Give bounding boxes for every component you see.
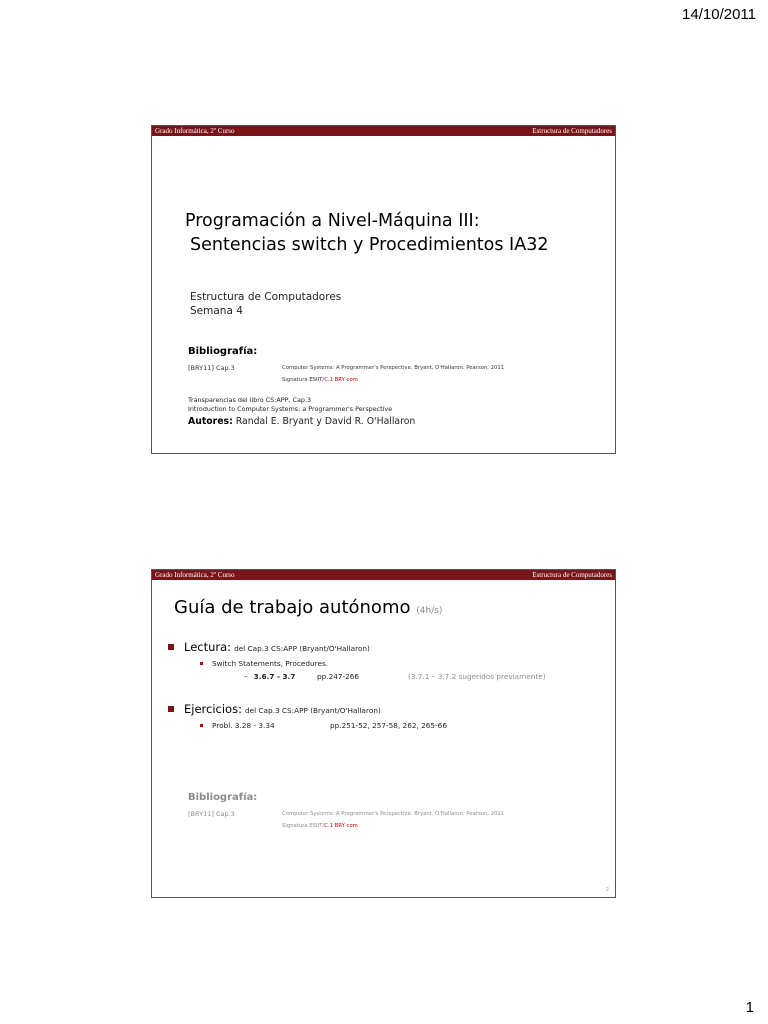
title-line-1: Programación a Nivel-Máquina III: bbox=[185, 211, 480, 231]
slide-2 bbox=[151, 569, 616, 898]
small-square-bullet-icon bbox=[200, 662, 203, 665]
subtitle-line-2: Semana 4 bbox=[190, 305, 243, 317]
signature-code: C.1 BRY com bbox=[324, 823, 358, 829]
sub-bullet-text: Switch Statements, Procedures. bbox=[212, 659, 329, 668]
header-subject: Estructura de Computadores bbox=[532, 127, 612, 135]
bibliography-description: Computer Systems: A Programmer's Perspective. Bryant, O'Hallaron. Pearson, 2011 bbox=[282, 365, 505, 371]
bibliography-description: Computer Systems: A Programmer's Perspective. Bryant, O'Hallaron. Pearson, 2011 bbox=[282, 811, 505, 817]
slide-header bbox=[152, 126, 615, 136]
square-bullet-icon bbox=[168, 644, 174, 650]
sub-bullet-lectura bbox=[200, 659, 328, 668]
bullet-ejercicios bbox=[168, 702, 381, 716]
small-square-bullet-icon bbox=[200, 724, 203, 727]
header-course: Grado Informática, 2º Curso bbox=[155, 571, 235, 579]
signature-prefix: Signatura ESIIT/ bbox=[282, 823, 325, 829]
bullet-label: Lectura: bbox=[184, 640, 232, 654]
page-range: pp.247-266 bbox=[317, 672, 360, 681]
slide-header bbox=[152, 570, 615, 580]
signature-prefix: Signatura ESIIT/ bbox=[282, 377, 325, 383]
header-course: Grado Informática, 2º Curso bbox=[155, 127, 235, 135]
credits-line-1: Transparencias del libro CS:APP, Cap.3 bbox=[188, 396, 312, 404]
slide-number: 2 bbox=[605, 887, 609, 893]
section-range: 3.6.7 - 3.7 bbox=[253, 672, 296, 681]
sub-bullet-text: Probl. 3.28 - 3.34 bbox=[212, 721, 275, 730]
dash-glyph: – bbox=[244, 672, 248, 681]
credits-line-2: Introduction to Computer Systems: a Programmer's Perspective bbox=[188, 405, 393, 413]
bibliography-signature bbox=[282, 823, 358, 829]
authors-names: Randal E. Bryant y David R. O'Hallaron bbox=[232, 416, 416, 427]
slide-authors bbox=[188, 416, 415, 427]
bibliography-ref: [BRY11] Cap.3 bbox=[188, 364, 235, 372]
bullet-lectura bbox=[168, 640, 370, 654]
bullet-text: del Cap.3 CS:APP (Bryant/O'Hallaron) bbox=[234, 644, 370, 653]
signature-code: C.1 BRY com bbox=[324, 377, 358, 383]
subtitle-line-1: Estructura de Computadores bbox=[190, 291, 342, 303]
bullet-label: Ejercicios: bbox=[184, 702, 242, 716]
slide-credits bbox=[188, 396, 392, 414]
bibliography-heading: Bibliografía: bbox=[188, 346, 258, 357]
header-subject: Estructura de Computadores bbox=[532, 571, 612, 579]
page-range: pp.251-52, 257-58, 262, 265-66 bbox=[330, 721, 447, 730]
bibliography-ref: [BRY11] Cap.3 bbox=[188, 810, 235, 818]
bullet-text: del Cap.3 CS:APP (Bryant/O'Hallaron) bbox=[244, 706, 381, 715]
bibliography-heading: Bibliografía: bbox=[188, 792, 258, 803]
title-text: Guía de trabajo autónomo bbox=[174, 597, 411, 618]
slide-subtitle bbox=[190, 290, 341, 318]
slide-1 bbox=[151, 125, 616, 454]
page-number: 1 bbox=[745, 999, 754, 1016]
title-line-2: Sentencias switch y Procedimientos IA32 bbox=[190, 235, 549, 255]
sub-bullet-ejercicios bbox=[200, 721, 447, 730]
dash-item-lectura bbox=[244, 672, 546, 681]
authors-label: Autores: bbox=[188, 416, 233, 427]
section-note: (3.7.1 – 3.7.2 sugeridos previamente) bbox=[408, 672, 546, 681]
square-bullet-icon bbox=[168, 706, 174, 712]
slide-title bbox=[185, 209, 610, 257]
title-hint: (4h/s) bbox=[416, 606, 443, 616]
slide-title bbox=[174, 597, 442, 618]
page-date: 14/10/2011 bbox=[682, 6, 756, 23]
bibliography-signature bbox=[282, 377, 358, 383]
